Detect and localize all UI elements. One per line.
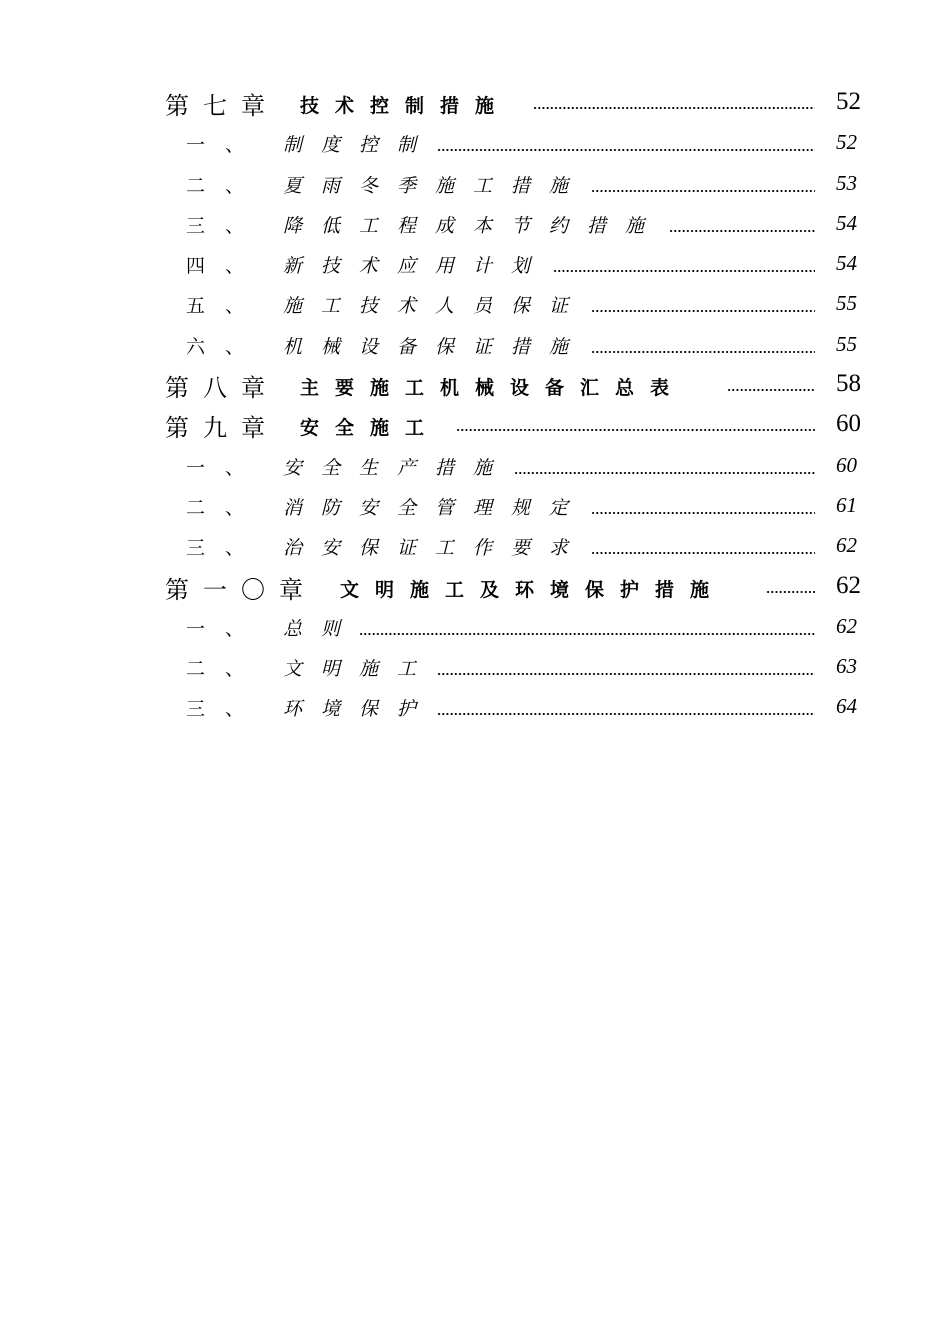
toc-entry-number: 第七章 [165, 92, 279, 120]
toc-entry-title: 治安保证工作要求 [283, 537, 588, 560]
toc-entry-page: 55 [836, 291, 857, 316]
toc-entry-number: 第九章 [165, 414, 279, 443]
toc-entry-section[interactable] [0, 203, 950, 243]
dot-leader [437, 134, 815, 152]
toc-entry-number: 五、 [186, 295, 265, 318]
dot-leader [591, 175, 815, 193]
dot-leader [359, 618, 815, 636]
toc-entry-page: 63 [836, 654, 857, 679]
dot-leader [456, 414, 815, 432]
toc-entry-section[interactable] [0, 283, 950, 323]
toc-entry-number: 三、 [186, 698, 265, 721]
toc-entry-page: 60 [836, 452, 857, 477]
toc-entry-title: 机械设备保证措施 [283, 335, 588, 358]
toc-entry-title: 文明施工 [283, 658, 436, 681]
dot-leader [727, 374, 815, 392]
toc-entry-title: 环境保护 [283, 698, 436, 721]
toc-entry-number: 一、 [186, 456, 265, 479]
toc-entry-section[interactable] [0, 445, 950, 485]
toc-entry-section[interactable] [0, 686, 950, 726]
toc-entry-page: 64 [836, 694, 857, 719]
toc-entry-title: 总则 [283, 617, 360, 640]
toc-entry-chapter[interactable] [0, 364, 950, 404]
toc-entry-number: 二、 [186, 658, 265, 681]
toc-entry-title: 安全施工 [300, 417, 441, 440]
toc-entry-section[interactable] [0, 243, 950, 283]
toc-entry-number: 第八章 [165, 374, 279, 403]
toc-entry-number: 第一〇章 [165, 575, 317, 604]
dot-leader [766, 576, 815, 594]
toc-entry-title: 消防安全管理规定 [283, 496, 588, 519]
table-of-contents [0, 82, 950, 727]
toc-entry-page: 55 [836, 331, 857, 356]
toc-entry-number: 三、 [186, 214, 265, 237]
toc-entry-title: 新技术应用计划 [283, 255, 550, 278]
toc-entry-section[interactable] [0, 122, 950, 162]
toc-entry-number: 六、 [186, 335, 265, 358]
toc-entry-number: 四、 [186, 255, 265, 278]
toc-entry-section[interactable] [0, 485, 950, 525]
toc-entry-title: 文明施工及环境保护措施 [340, 578, 726, 601]
toc-entry-section[interactable] [0, 163, 950, 203]
toc-entry-section[interactable] [0, 324, 950, 364]
toc-entry-page: 53 [836, 170, 857, 195]
toc-entry-page: 61 [836, 492, 857, 517]
toc-entry-title: 技术控制措施 [300, 95, 511, 117]
toc-entry-section[interactable] [0, 646, 950, 686]
toc-entry-number: 二、 [186, 174, 265, 197]
toc-entry-title: 夏雨冬季施工措施 [283, 174, 588, 197]
toc-entry-page: 62 [836, 533, 857, 558]
toc-entry-title: 降低工程成本节约措施 [283, 214, 664, 237]
toc-entry-number: 三、 [186, 537, 265, 560]
dot-leader [591, 497, 815, 515]
dot-leader [669, 215, 815, 233]
toc-entry-chapter[interactable] [0, 82, 950, 122]
toc-entry-page: 54 [836, 251, 857, 276]
dot-leader [437, 658, 815, 676]
toc-entry-title: 制度控制 [283, 134, 436, 157]
toc-entry-page: 52 [836, 88, 861, 115]
toc-entry-page: 54 [836, 210, 857, 235]
toc-entry-section[interactable] [0, 525, 950, 565]
dot-leader [437, 698, 815, 716]
toc-entry-page: 62 [836, 571, 861, 599]
toc-entry-page: 62 [836, 613, 857, 638]
toc-entry-number: 二、 [186, 496, 265, 519]
dot-leader [514, 457, 815, 475]
dot-leader [591, 295, 815, 313]
toc-entry-number: 一、 [186, 134, 265, 157]
toc-entry-section[interactable] [0, 606, 950, 646]
dot-leader [591, 537, 815, 555]
toc-entry-page: 52 [836, 130, 857, 155]
dot-leader [533, 92, 815, 110]
toc-entry-title: 施工技术人员保证 [283, 295, 588, 318]
dot-leader [591, 336, 815, 354]
toc-entry-page: 58 [836, 370, 861, 398]
dot-leader [553, 255, 815, 273]
toc-entry-page: 60 [836, 410, 861, 438]
toc-entry-chapter[interactable] [0, 404, 950, 444]
toc-entry-title: 主要施工机械设备汇总表 [300, 377, 686, 400]
toc-entry-title: 安全生产措施 [283, 456, 512, 479]
toc-entry-number: 一、 [186, 617, 265, 640]
toc-entry-chapter[interactable] [0, 566, 950, 606]
